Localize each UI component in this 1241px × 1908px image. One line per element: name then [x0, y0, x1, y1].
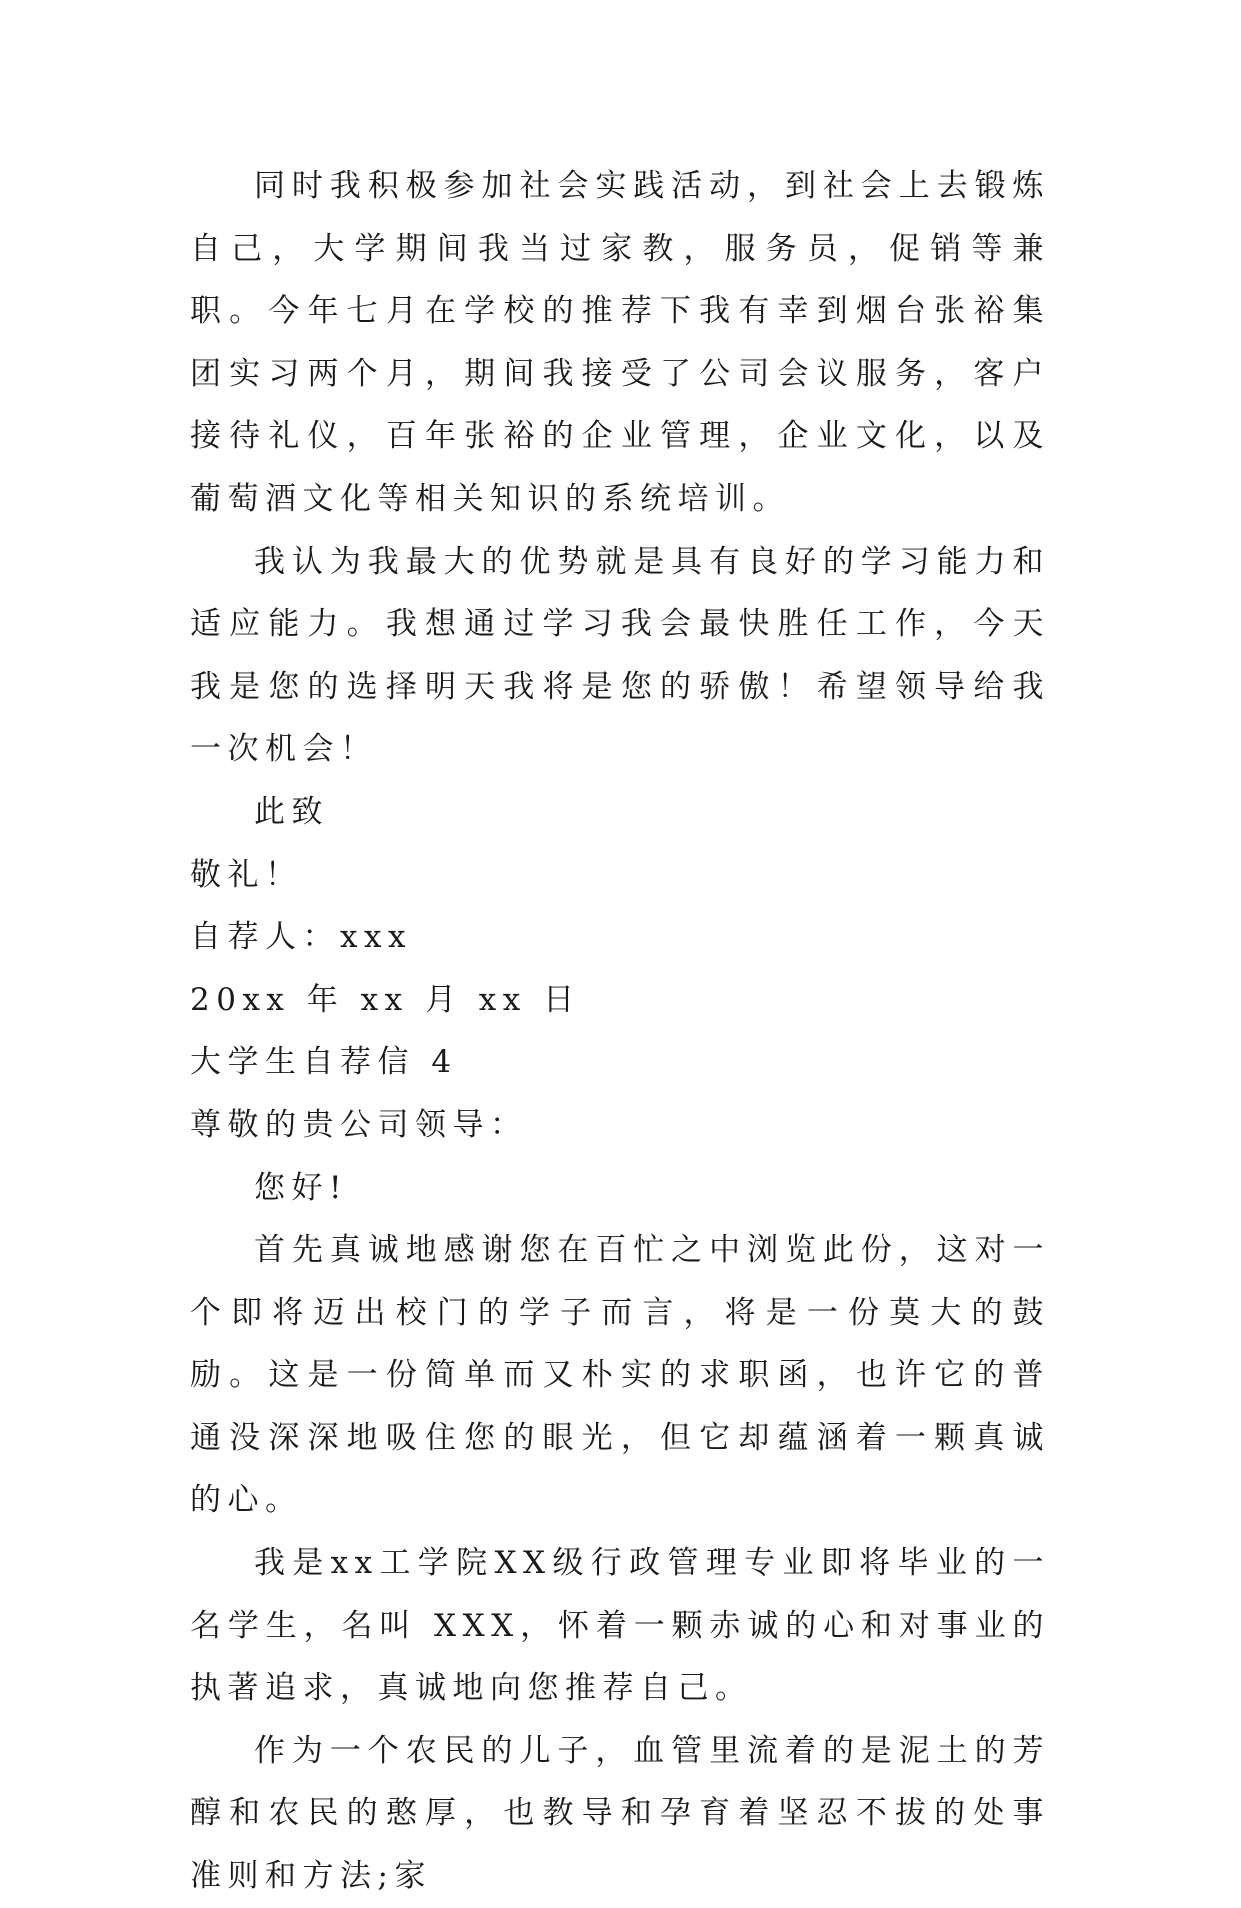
paragraph-background: 作为一个农民的儿子，血管里流着的是泥土的芳醇和农民的憨厚，也教导和孕育着坚忍不拔的处事准则和方法;家 [190, 1732, 1050, 1895]
letter-title: 大学生自荐信 4 [190, 1044, 458, 1081]
document-page [190, 155, 1050, 1908]
paragraph-social-practice: 同时我积极参加社会实践活动，到社会上去锻炼自己，大学期间我当过家教，服务员，促销等兼职。今年七月在学校的推荐下我有幸到烟台张裕集团实习两个月，期间我接受了公司会议服务，客户接待礼仪，百年张裕的企业管理，企业文化，以及葡萄酒文化等相关知识的系统培训。 [190, 168, 1050, 517]
salutation: 尊敬的贵公司领导： [190, 1106, 528, 1143]
paragraph-thanks: 首先真诚地感谢您在百忙之中浏览此份，这对一个即将迈出校门的学子而言，将是一份莫大的鼓励。这是一份简单而又朴实的求职函，也许它的普通没深深地吸住您的眼光，但它却蕴涵着一颗真诚的心。 [190, 1232, 1050, 1519]
closing-salute: 此致 [254, 793, 329, 830]
date-line: 20xx 年 xx 月 xx 日 [190, 981, 581, 1018]
signer-line: 自荐人：xxx [190, 919, 412, 956]
paragraph-self-intro: 我是xx工学院XX级行政管理专业即将毕业的一名学生，名叫 XXX，怀着一颗赤诚的心和对事业的执著追求，真诚地向您推荐自己。 [190, 1545, 1050, 1707]
paragraph-advantages: 我认为我最大的优势就是具有良好的学习能力和适应能力。我想通过学习我会最快胜任工作，今天我是您的选择明天我将是您的骄傲！希望领导给我一次机会！ [190, 543, 1050, 768]
greeting: 您好! [254, 1169, 348, 1206]
closing-respect: 敬礼！ [190, 856, 303, 893]
